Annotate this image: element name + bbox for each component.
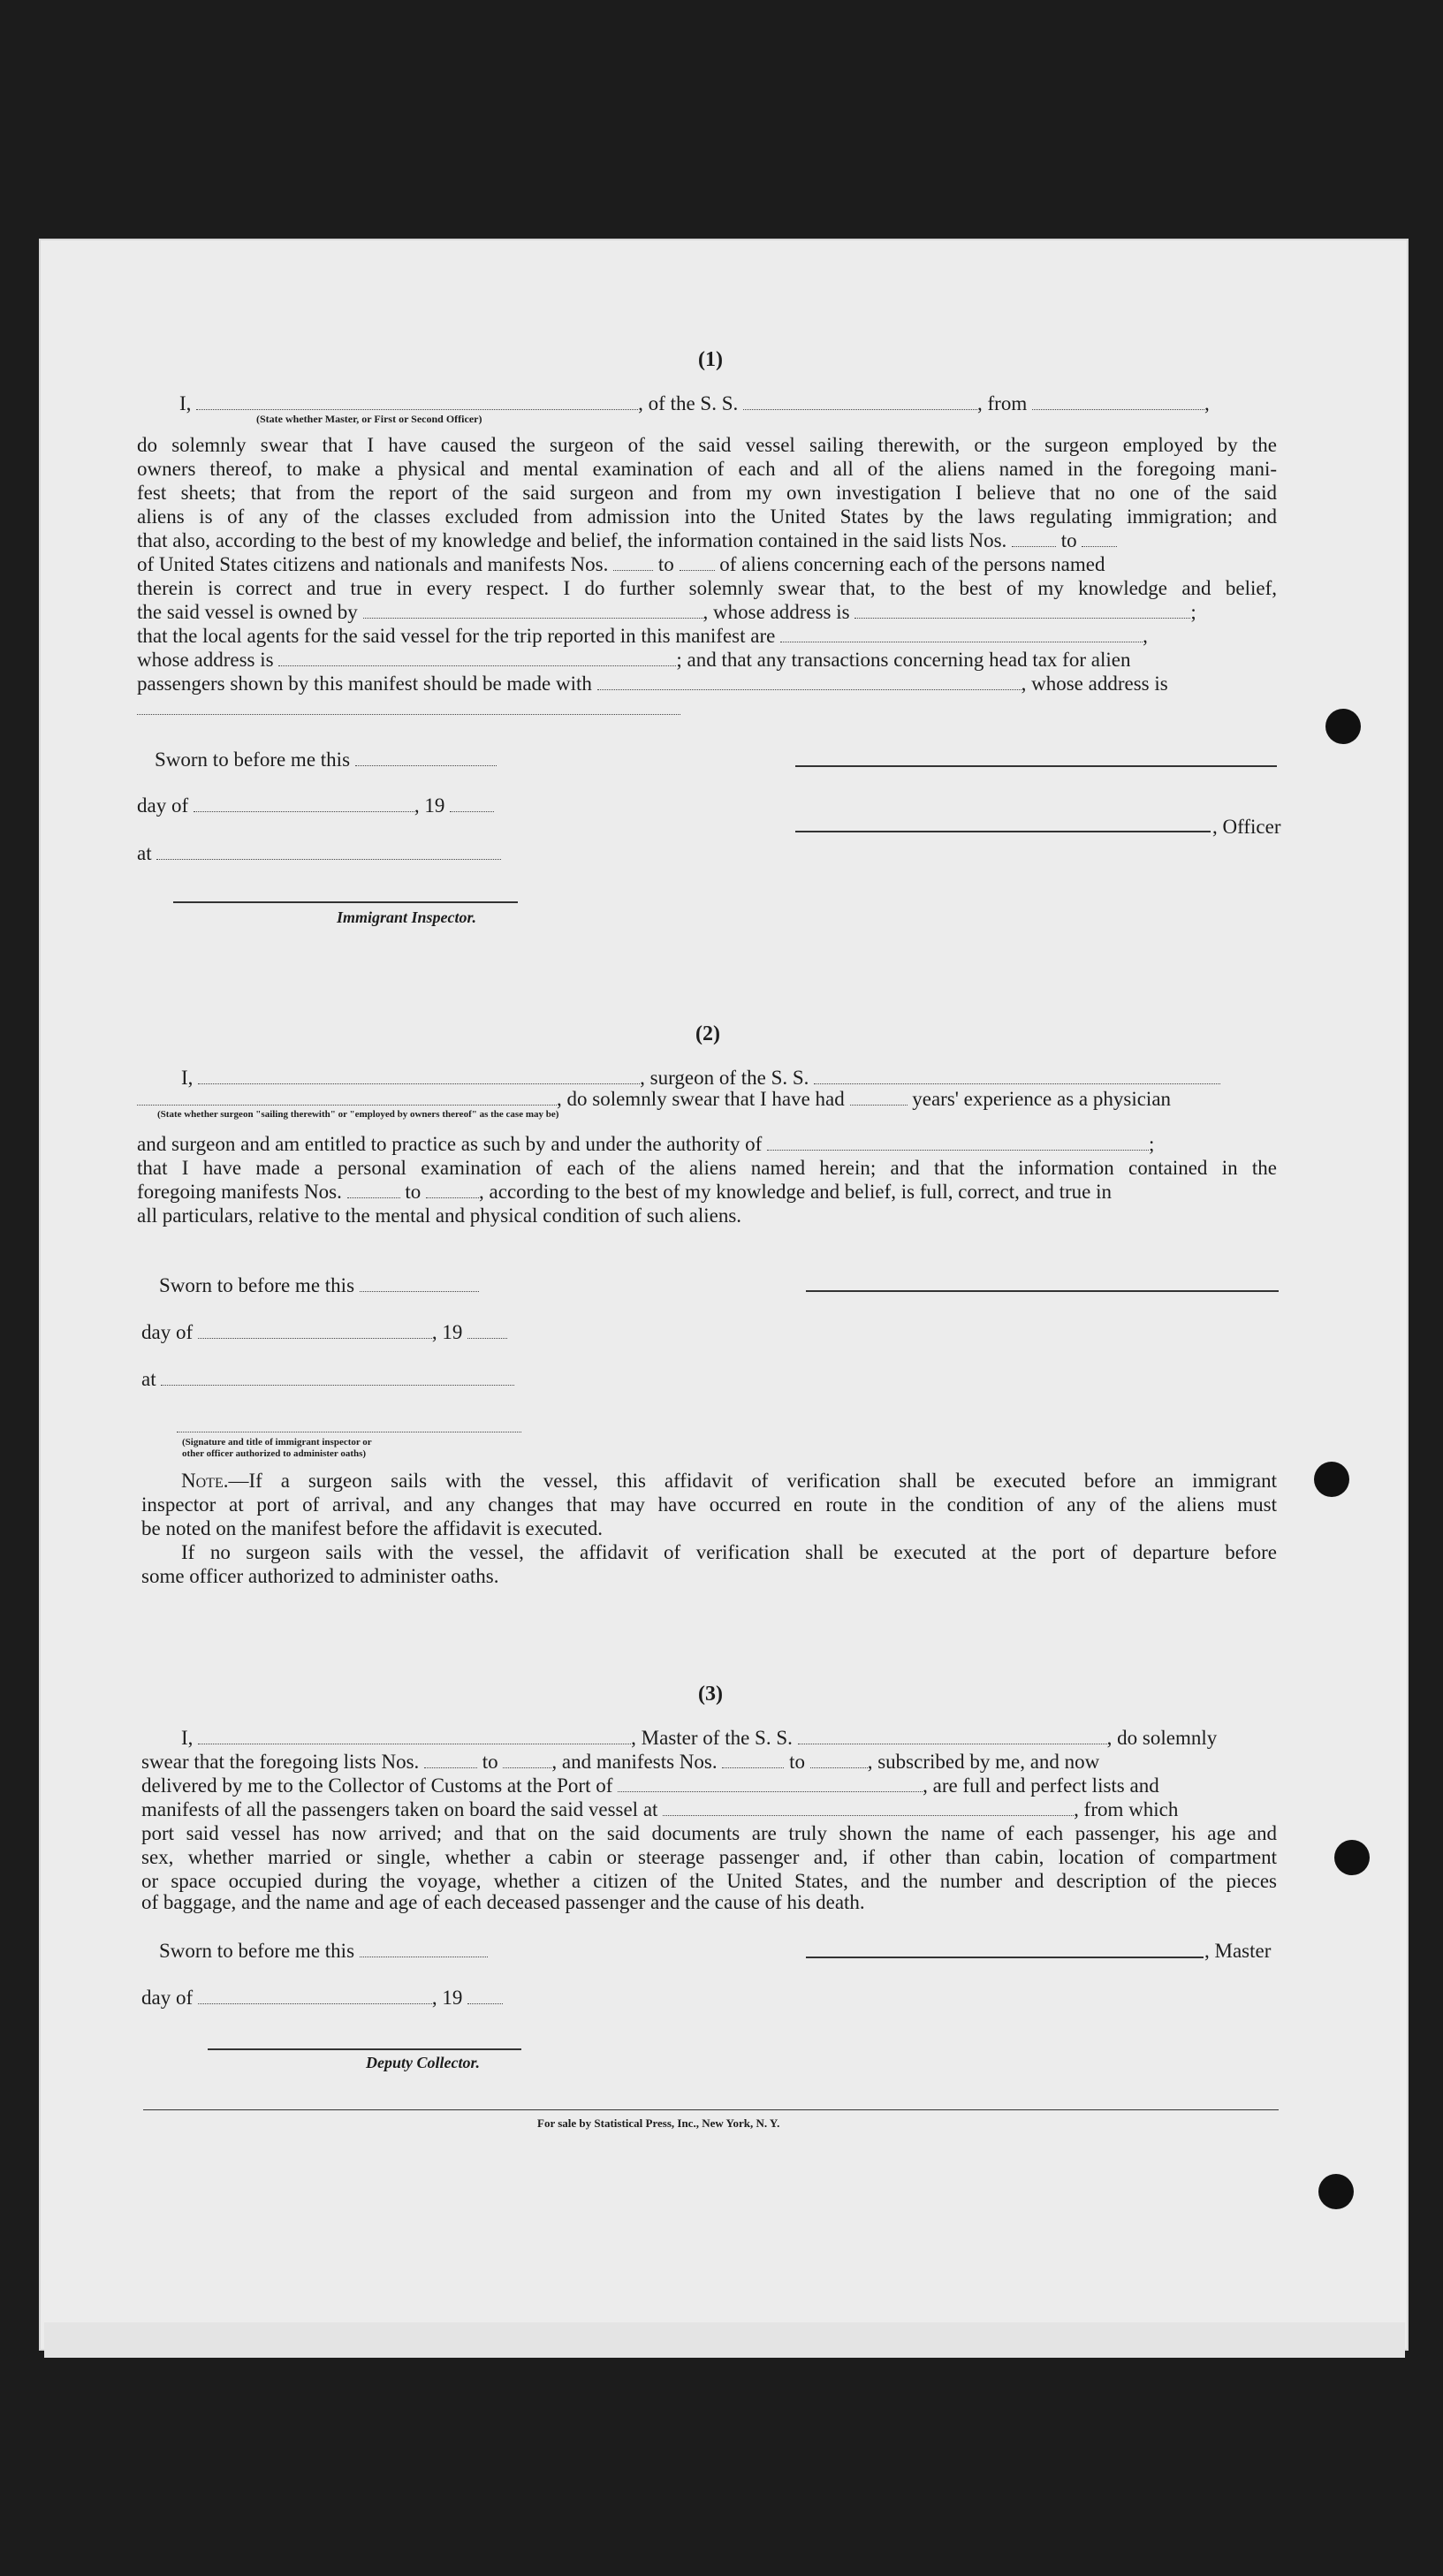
inspector-signature-line[interactable] [173,901,518,903]
note-line: some officer authorized to administer oaths. [141,1565,499,1587]
officer-caption: (State whether Master, or First or Second Officer) [256,413,482,425]
owner-address-field[interactable] [854,602,1190,619]
manifest-from-field[interactable] [613,554,653,571]
officer-label: , Officer [1212,816,1281,838]
binder-hole [1318,2174,1354,2209]
text: ; and that any transactions concerning head tax for alien [676,649,1131,671]
sworn-date-field[interactable] [355,749,497,766]
signature-caption-1: (Signature and title of immigrant inspector or [182,1437,372,1448]
paragraph-line: sex, whether married or single, whether a cabin or steerage passenger and, if other than cabin, location of compartment [141,1846,1277,1868]
signature-caption-2: other officer authorized to administer oaths) [182,1448,367,1459]
text: I, [179,392,192,414]
authority-field[interactable] [767,1134,1149,1151]
paragraph-line: all particulars, relative to the mental and physical condition of such aliens. [137,1204,742,1227]
day-field[interactable] [198,1987,432,2004]
paragraph-line: fest sheets; that from the report of the said surgeon and from my own investigation I believe that no one of the said [137,482,1277,504]
text: , Master of the S. S. [631,1727,793,1749]
master-label: , Master [1204,1940,1272,1962]
year-field[interactable] [450,795,494,812]
lists-line [137,528,1117,552]
agents-address-field[interactable] [278,650,676,666]
place-field[interactable] [161,1369,514,1386]
paragraph-line: do solemnly swear that I have caused the surgeon of the said vessel sailing therewith, or the surgeon employed by the [137,434,1277,456]
surgeon-signature-line[interactable] [806,1290,1279,1292]
section-3-number: (3) [698,1683,723,1706]
text: , [1143,625,1148,647]
departure-port-field[interactable] [663,1799,1074,1816]
text: , and manifests Nos. [551,1751,718,1773]
text: delivered by me to the Collector of Customs at the Port of [141,1774,613,1797]
text: day of [137,794,189,817]
whose-line [137,648,1130,672]
day-line [141,1986,503,2010]
sworn-line [159,1939,488,1963]
text: years' experience as a physician [912,1088,1172,1110]
note-line: If no surgeon sails with the vessel, the affidavit of verification shall be executed at the port of departure before [181,1541,1277,1563]
text: , of the S. S. [638,392,739,414]
text: to [405,1181,422,1203]
paragraph-line: port said vessel has now arrived; and that on the said documents are truly shown the name of each passenger, his age and [141,1822,1277,1844]
list-to-field[interactable] [1082,530,1117,547]
text: whose address is [137,649,274,671]
at-line [141,1367,514,1391]
text: , [1204,392,1210,414]
officer-signature-line-2[interactable] [795,831,1211,832]
agents-line [137,624,1148,648]
owner-field[interactable] [363,602,703,619]
sheet-bottom-strip [44,2322,1405,2358]
ship-name-field[interactable] [743,393,977,410]
list-from-field[interactable] [424,1752,477,1768]
text: , surgeon of the S. S. [640,1067,809,1089]
paragraph-line: therein is correct and true in every respect. I do further solemnly swear that, to the best of my knowledge and belief, [137,577,1277,599]
surgeon-status-field[interactable] [137,1089,557,1106]
manifest-to-field[interactable] [680,554,715,571]
footer-rule [143,2109,1279,2110]
text: , subscribed by me, and now [867,1751,1100,1773]
paragraph-line: owners thereof, to make a physical and mental examination of each and all of the aliens named in the foregoing mani- [137,458,1277,480]
manifest-to-field[interactable] [810,1752,868,1768]
sworn-line [155,748,497,771]
surgeon-ship-field[interactable] [814,1068,1220,1084]
master-signature-line[interactable] [806,1957,1204,1958]
citizens-line [137,552,1105,576]
text: Sworn to before me this [155,748,351,771]
ship-name-field[interactable] [798,1728,1107,1744]
note-label: Note. [181,1470,229,1492]
text: I, [181,1727,194,1749]
text: , 19 [414,794,445,817]
text: of United States citizens and nationals and manifests Nos. [137,553,609,575]
section-2-line-5 [137,1180,1112,1204]
paragraph-line: aliens is of any of the classes excluded from admission into the United States by the laws regulating immigration; and [137,505,1277,528]
text: foregoing manifests Nos. [137,1181,342,1203]
officer-rank-field[interactable] [196,393,638,410]
text: , do solemnly [1106,1727,1218,1749]
text: , do solemnly swear that I have had [557,1088,845,1110]
text: , 19 [431,1321,463,1343]
day-field[interactable] [194,795,414,812]
section-1-number: (1) [698,348,723,371]
paragraph-line: or space occupied during the voyage, whether a citizen of the United States, and the number and description of the pieces [141,1870,1277,1892]
printer-footer: For sale by Statistical Press, Inc., New York, N. Y. [537,2116,780,2130]
collector-signature-line[interactable] [208,2048,521,2050]
paragraph-line: of baggage, and the name and age of each deceased passenger and the cause of his death. [141,1891,865,1913]
text: , from [977,392,1028,414]
deputy-collector-label: Deputy Collector. [366,2054,480,2071]
text: of aliens concerning each of the persons named [719,553,1105,575]
list-to-field[interactable] [503,1752,551,1768]
section-2-line-2 [137,1087,1171,1111]
text: passengers shown by this manifest should be made with [137,672,592,695]
text: day of [141,1987,194,2009]
binder-hole [1314,1462,1349,1497]
at-line [137,841,501,865]
section-3-line-4 [141,1797,1178,1821]
note-line [181,1469,1277,1493]
section-3-line-2 [141,1750,1099,1774]
section-2-line-3 [137,1132,1154,1156]
manifest-to-field[interactable] [426,1182,479,1198]
text: at [141,1368,156,1390]
year-field[interactable] [467,1322,507,1339]
text: day of [141,1321,194,1343]
text: that also, according to the best of my knowledge and belief, the information contained in the said lists Nos. [137,529,1007,551]
text: at [137,842,152,864]
port-field[interactable] [618,1775,923,1792]
text: , 19 [431,1987,463,2009]
address-field[interactable] [137,714,680,715]
section-2-line-1 [181,1066,1220,1090]
owned-line [137,600,1196,624]
day-line [137,794,494,817]
text: Sworn to before me this [159,1940,355,1962]
paragraph-line: that I have made a personal examination of each of the aliens named herein; and that the information contained in the [137,1157,1277,1179]
sworn-date-field[interactable] [360,1275,479,1292]
text: , whose address is [703,601,850,623]
agents-field[interactable] [780,626,1143,642]
day-field[interactable] [198,1322,432,1339]
text: , according to the best of my knowledge and belief, is full, correct, and true in [479,1181,1112,1203]
passengers-line [137,672,1168,695]
master-name-field[interactable] [198,1728,631,1744]
text: swear that the foregoing lists Nos. [141,1751,420,1773]
text: to [482,1751,498,1773]
section-3-line-1 [181,1726,1217,1750]
text: , whose address is [1021,672,1168,695]
list-from-field[interactable] [1012,530,1056,547]
text: —If a surgeon sails with the vessel, this affidavit of verification shall be executed before an immigrant [228,1470,1277,1492]
binder-hole [1334,1840,1370,1875]
text: ; [1190,601,1196,623]
surgeon-caption: (State whether surgeon "sailing therewith" or "employed by owners thereof" as the case may be) [157,1109,559,1120]
note-line: be noted on the manifest before the affidavit is executed. [141,1517,603,1539]
immigrant-inspector-label: Immigrant Inspector. [337,908,477,926]
text: , are full and perfect lists and [923,1774,1159,1797]
origin-port-field[interactable] [1032,393,1204,410]
text: the said vessel is owned by [137,601,358,623]
text: ; [1149,1133,1155,1155]
text: to [1060,529,1077,551]
text: manifests of all the passengers taken on board the said vessel at [141,1798,658,1820]
sworn-date-field[interactable] [360,1941,488,1957]
text: and surgeon and am entitled to practice as such by and under the authority of [137,1133,763,1155]
surgeon-name-field[interactable] [198,1068,640,1084]
section-1-line-1 [179,391,1210,415]
years-experience-field[interactable] [850,1089,908,1106]
officer-signature-line-1[interactable] [795,765,1277,767]
section-2-number: (2) [695,1022,720,1045]
text: Sworn to before me this [159,1274,355,1296]
binder-hole [1325,709,1361,744]
section-3-line-3 [141,1774,1159,1797]
manifest-from-field[interactable] [722,1752,784,1768]
manifest-from-field[interactable] [347,1182,400,1198]
place-field[interactable] [156,843,501,860]
text: , from which [1074,1798,1179,1820]
sworn-line [159,1273,479,1297]
year-field[interactable] [467,1987,503,2004]
head-tax-contact-field[interactable] [597,673,1021,690]
text: I, [181,1067,194,1089]
note-line: inspector at port of arrival, and any changes that may have occurred en route in the condition of any of the aliens must [141,1493,1277,1516]
text: to [657,553,674,575]
text: that the local agents for the said vessel for the trip reported in this manifest are [137,625,776,647]
text: to [789,1751,805,1773]
day-line [141,1320,507,1344]
